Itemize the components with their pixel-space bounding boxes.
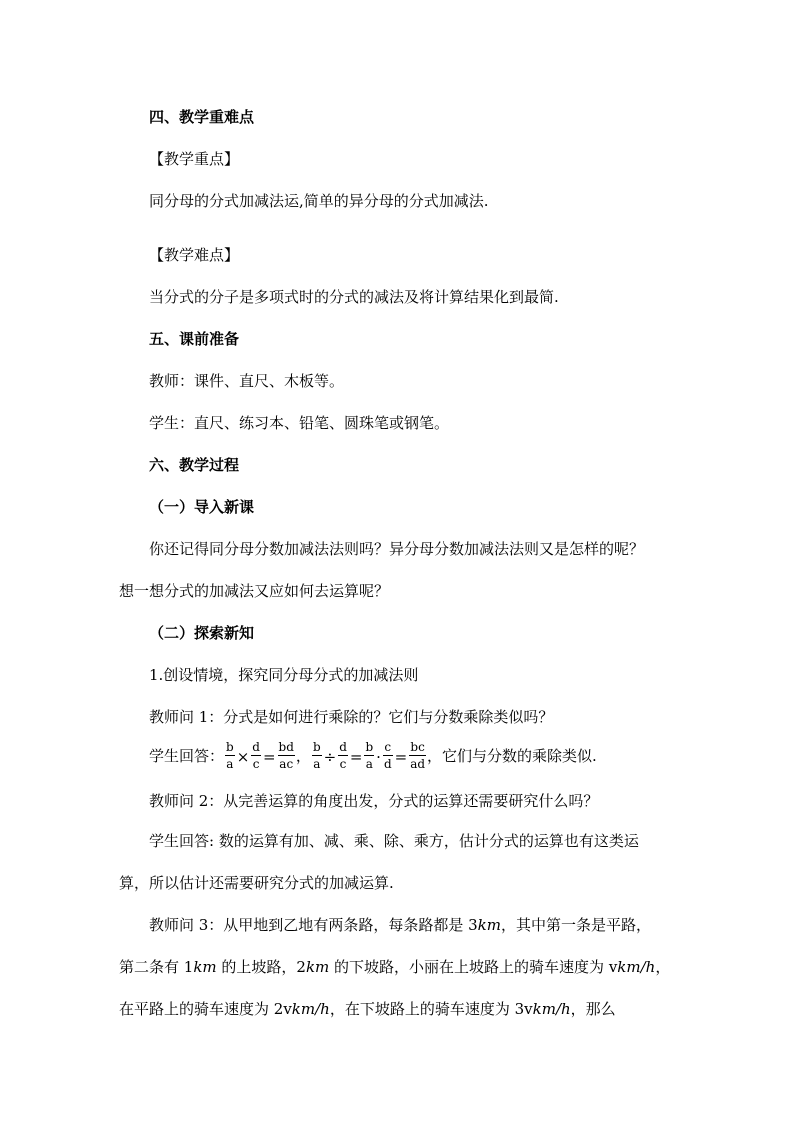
divide-sign: ÷ <box>323 748 337 766</box>
dot-sign: · <box>376 748 381 766</box>
fraction-d-over-c: $\frac{d}{c}$ <box>252 739 260 771</box>
section6-title: 六、教学过程 <box>149 456 240 474</box>
fraction-b-over-a: $\frac{b}{a}$ <box>226 739 234 771</box>
teacher-question-1: 教师问 1：分式是如何进行乘除的？它们与分数乘除类似吗？ <box>149 708 554 726</box>
intro-line-2: 想一想分式的加减法又应如何去运算呢？ <box>119 582 390 600</box>
unit-kmh-2: km/h <box>291 1000 330 1018</box>
section5-title: 五、课前准备 <box>149 330 240 348</box>
equals-sign-3: = <box>394 748 408 766</box>
teacher-prep: 教师：课件、直尺、木板等。 <box>149 372 345 390</box>
unit-km-3: km <box>305 958 330 976</box>
unit-km-2: km <box>193 958 217 976</box>
fraction-b-over-a-3: $\frac{b}{a}$ <box>365 739 374 771</box>
key-points-text: 同分母的分式加减法运,简单的异分母的分式加减法. <box>149 192 489 210</box>
student-answer-1 <box>149 738 597 775</box>
section4-title: 四、教学重难点 <box>149 108 255 126</box>
sub1-title: （一）导入新课 <box>149 498 255 516</box>
key-points-label: 【教学重点】 <box>149 150 240 168</box>
unit-km: km <box>477 916 501 934</box>
difficult-text: 当分式的分子是多项式时的分式的减法及将计算结果化到最简. <box>149 288 559 306</box>
equals-sign: = <box>262 748 276 766</box>
fraction-b-over-a-2: $\frac{b}{a}$ <box>312 739 321 771</box>
teacher-question-2: 教师问 2：从完善运算的角度出发，分式的运算还需要研究什么吗？ <box>149 792 599 810</box>
intro-line-1: 你还记得同分母分数加减法法则吗？异分母分数加减法法则又是怎样的呢？ <box>149 540 645 558</box>
answer-lead: 学生回答： <box>149 747 225 765</box>
teacher-question-3-line-1: 教师问 3：从甲地到乙地有两条路，每条路都是 3km，其中第一条是平路， <box>149 916 651 934</box>
item-1: 1.创设情境，探究同分母分式的加减法则 <box>149 666 419 684</box>
teacher-question-3-line-2: 第二条有 1km 的上坡路，2km 的下坡路，小丽在上坡路上的骑车速度为 vkm/h， <box>119 958 671 976</box>
comma: ， <box>295 747 311 765</box>
difficult-label: 【教学难点】 <box>149 246 240 264</box>
times-sign: × <box>236 748 250 766</box>
student-prep: 学生：直尺、练习本、铅笔、圆珠笔或钢笔。 <box>149 414 450 432</box>
fraction-d-over-c-2: $\frac{d}{c}$ <box>339 739 347 771</box>
unit-kmh: km/h <box>617 958 656 976</box>
fraction-c-over-d: $\frac{c}{d}$ <box>383 739 392 771</box>
answer-tail: ，它们与分数的乘除类似. <box>427 747 597 765</box>
fraction-bc-over-ad: $\frac{bc}{ad}$ <box>410 739 426 771</box>
student-answer-2-line-2: 算，所以估计还需要研究分式的加减运算. <box>119 874 394 892</box>
fraction-bd-over-ac: $\frac{bd}{ac}$ <box>278 739 294 771</box>
sub2-title: （二）探索新知 <box>149 624 255 642</box>
unit-kmh-3: km/h <box>532 1000 571 1018</box>
equals-sign-2: = <box>349 748 363 766</box>
teacher-question-3-line-3: 在平路上的骑车速度为 2vkm/h，在下坡路上的骑车速度为 3vkm/h，那么 <box>119 1000 616 1018</box>
student-answer-2-line-1: 学生回答: 数的运算有加、减、乘、除、乘方，估计分式的运算也有这类运 <box>149 832 639 850</box>
